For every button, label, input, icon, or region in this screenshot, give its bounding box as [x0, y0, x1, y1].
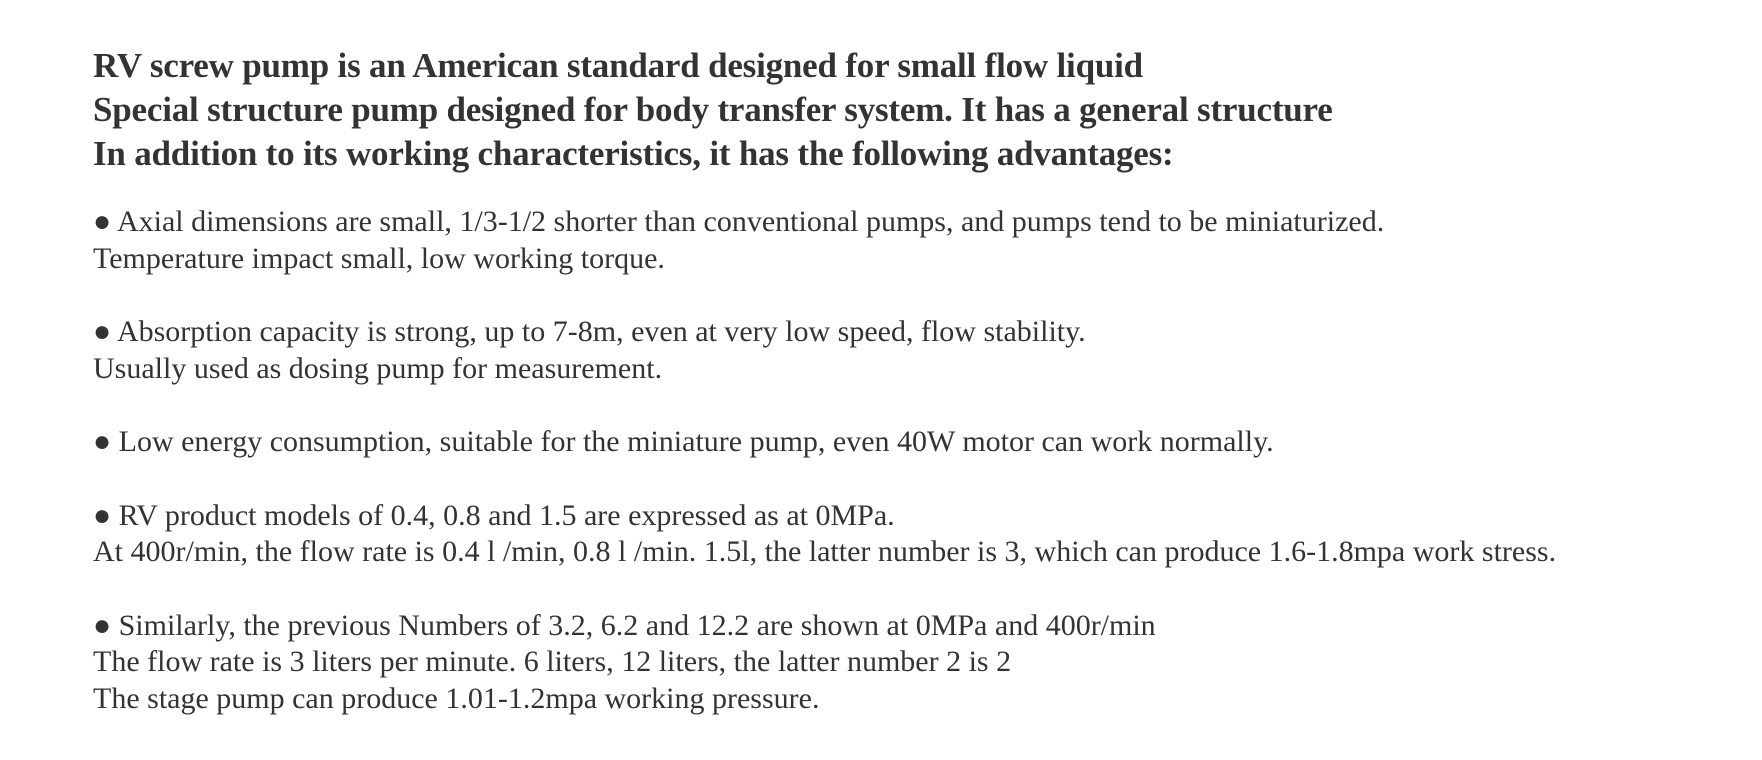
- product-description: [93, 44, 1743, 754]
- advantages-list: [93, 204, 1743, 717]
- advantage-text-line: ● Low energy consumption, suitable for the miniature pump, even 40W motor can work normally.: [93, 425, 1274, 458]
- advantage-item-energy-consumption: [93, 424, 1743, 461]
- advantage-text-line: Usually used as dosing pump for measurement.: [93, 351, 663, 385]
- advantage-text-line: ● Absorption capacity is strong, up to 7-8m, even at very low speed, flow stability.: [93, 315, 1086, 348]
- advantage-text-line: The flow rate is 3 liters per minute. 6 liters, 12 liters, the latter number 2 is 2: [93, 645, 1012, 678]
- advantage-item-flow-rates: [93, 608, 1743, 718]
- advantage-text-line: ● Axial dimensions are small, 1/3-1/2 shorter than conventional pumps, and pumps tend to be miniaturized.: [93, 205, 1385, 238]
- advantage-text-line: ● RV product models of 0.4, 0.8 and 1.5 are expressed as at 0MPa.: [93, 498, 895, 532]
- intro-heading-line: In addition to its working characteristics, it has the following advantages:: [93, 134, 1174, 173]
- advantage-item-axial-dimensions: [93, 204, 1743, 277]
- intro-heading-line: RV screw pump is an American standard designed for small flow liquid: [93, 46, 1143, 85]
- advantage-text-line: At 400r/min, the flow rate is 0.4 l /min, 0.8 l /min. 1.5l, the latter number is 3, which can produce 1.6-1.8mpa work stress.: [93, 535, 1557, 568]
- advantage-item-rv-models: [93, 498, 1743, 571]
- intro-heading-line: Special structure pump designed for body transfer system. It has a general structure: [93, 90, 1333, 129]
- advantage-text-line: Temperature impact small, low working torque.: [93, 241, 665, 275]
- advantage-item-absorption-capacity: [93, 314, 1743, 387]
- advantage-text-line: ● Similarly, the previous Numbers of 3.2, 6.2 and 12.2 are shown at 0MPa and 400r/min: [93, 608, 1156, 642]
- intro-heading: [93, 44, 1743, 176]
- advantage-text-line: The stage pump can produce 1.01-1.2mpa working pressure.: [93, 681, 820, 715]
